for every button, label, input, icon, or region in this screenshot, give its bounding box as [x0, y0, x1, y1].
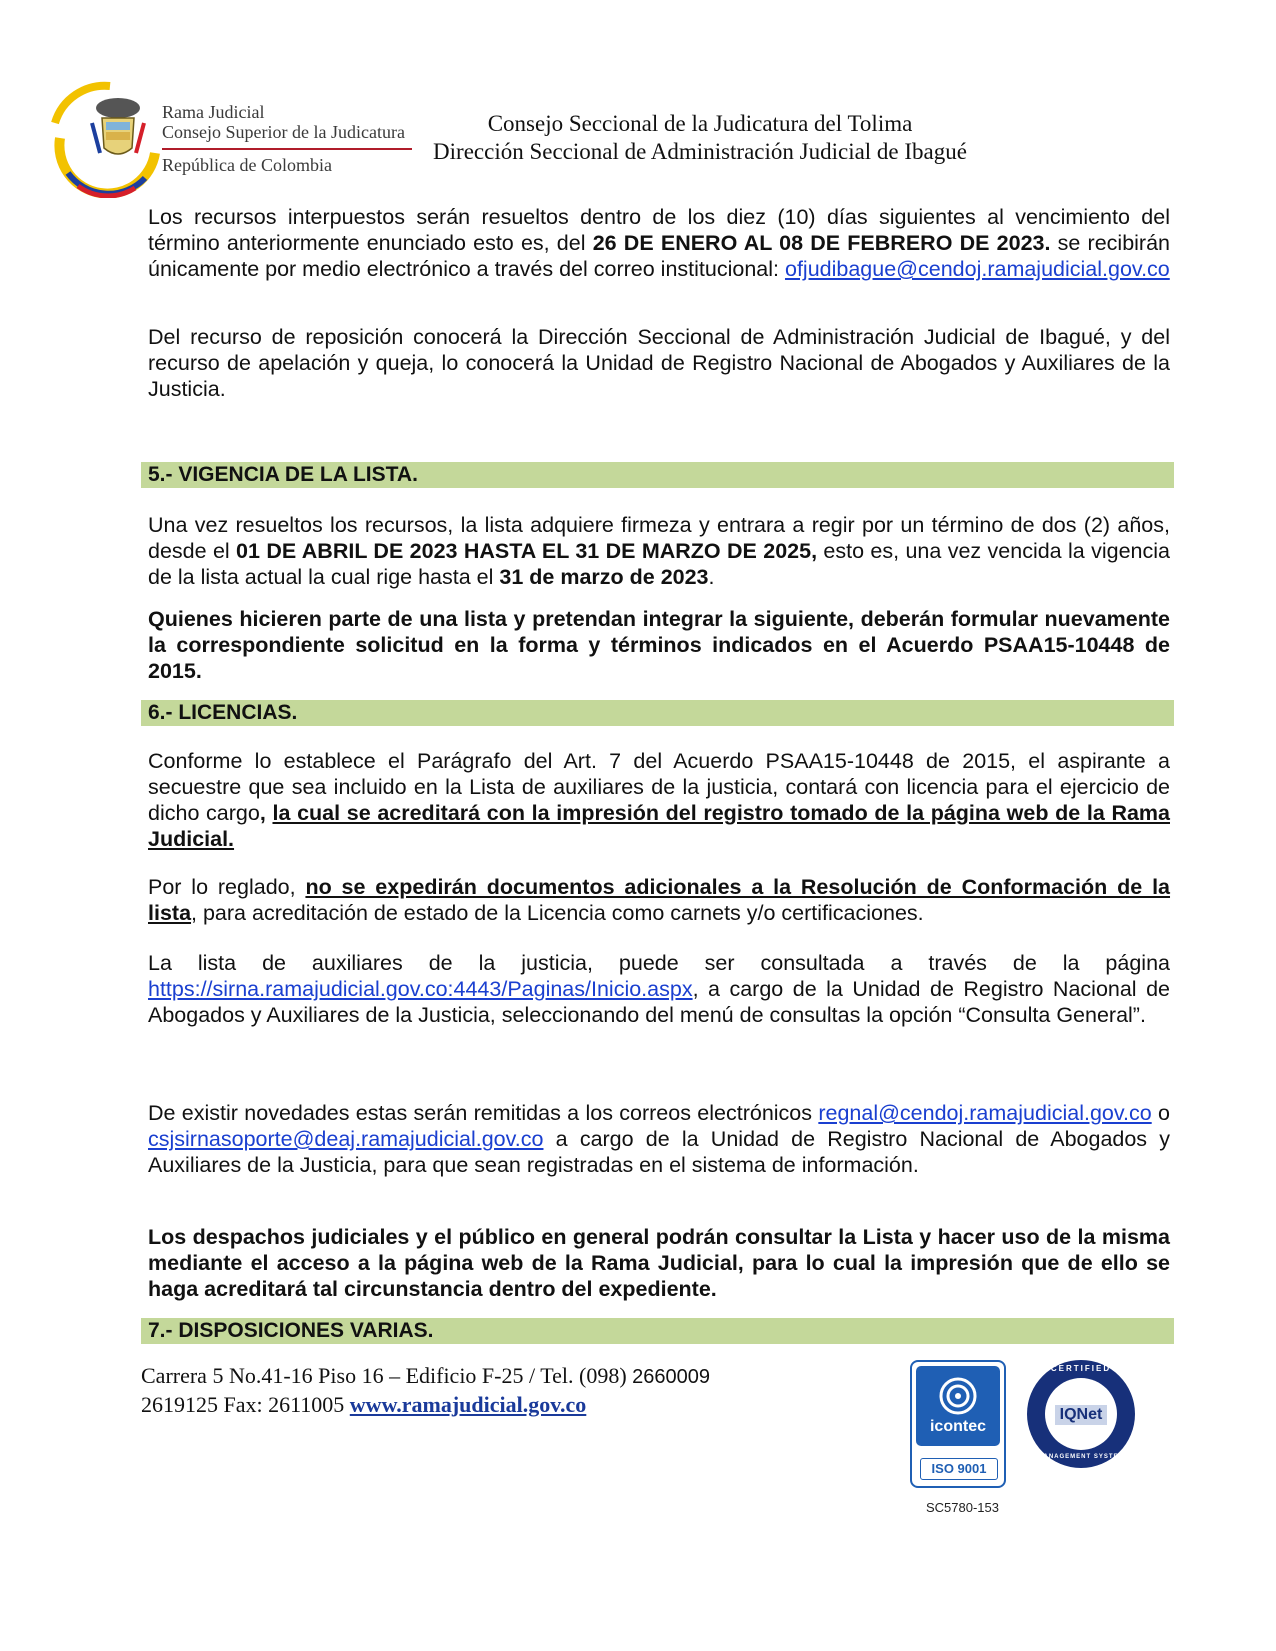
no-documents-underlined-text: no se expedirán documentos adicionales a la Resolución de Conformación de la lista — [148, 875, 1171, 925]
phone-number: 2660009 — [632, 1366, 711, 1388]
icontec-label: icontec — [929, 1418, 986, 1435]
text: , para acreditación de estado de la Licencia como carnets y/o certificaciones. — [191, 901, 924, 925]
text: , a cargo de la Unidad de Registro Nacional de Abogados y Auxiliares de la Justicia, seleccionando del menú de consultas la opción “Consulta General”. — [148, 977, 1170, 1027]
paragraph-novedades — [148, 1100, 1170, 1178]
text: Conforme lo establece el Parágrafo del Art. 7 del Acuerdo PSAA15-10448 de 2015, el aspirante a secuestre que sea incluido en la Lista de auxiliares de la justicia, contará con licencia para el ejercicio de dicho cargo — [148, 749, 1170, 825]
paragraph-nueva-solicitud — [148, 606, 1170, 684]
header-title — [420, 110, 980, 166]
text: Carrera 5 No.41-16 Piso 16 – Edificio F-25 / Tel. (098) — [141, 1363, 633, 1388]
paragraph-recursos — [148, 204, 1170, 282]
text: La lista de auxiliares de la justicia, puede ser consultada a través de la página — [148, 951, 1170, 975]
logo-line-2: Consejo Superior de la Judicatura — [162, 122, 405, 142]
icontec-badge — [910, 1360, 1006, 1488]
section-header-vigencia: 5.- VIGENCIA DE LA LISTA. — [141, 462, 1174, 488]
paragraph-reglado — [148, 874, 1170, 926]
iqnet-label: IQNet — [1059, 1406, 1103, 1423]
email-link-csjsirnasoporte[interactable]: csjsirnasoporte@deaj.ramajudicial.gov.co — [148, 1127, 544, 1151]
text: Del recurso de reposición conocerá la Dirección Seccional de Administración Judicial de Ibagué, y del recurso de apelación y queja, lo conocerá la Unidad de Registro Nacional de Abogados y Auxiliares de la Justicia. — [148, 325, 1170, 401]
section-header-disposiciones: 7.- DISPOSICIONES VARIAS. — [141, 1318, 1174, 1344]
footer-address — [141, 1362, 710, 1419]
header-title-line-1: Consejo Seccional de la Judicatura del Tolima — [487, 111, 913, 136]
text: . — [708, 565, 715, 589]
text: a cargo de la Unidad de Registro Nacional de Abogados y Auxiliares de la Justicia, para que sean registradas en el sistema de información. — [148, 1127, 1170, 1177]
section-header-licencias: 6.- LICENCIAS. — [141, 700, 1174, 726]
text: De existir novedades estas serán remitidas a los correos electrónicos — [148, 1101, 819, 1125]
paragraph-reposicion — [148, 324, 1170, 402]
validity-range-bold: 01 DE ABRIL DE 2023 HASTA EL 31 DE MARZO DE 2025, — [236, 539, 818, 563]
website-link[interactable]: www.ramajudicial.gov.co — [349, 1392, 587, 1417]
logo-line-1: Rama Judicial — [162, 102, 265, 122]
icontec-top — [916, 1366, 1000, 1446]
paragraph-despachos — [148, 1224, 1170, 1302]
text: Quienes hicieren parte de una lista y pretendan integrar la siguiente, deberán formular nuevamente la correspondiente solicitud en la forma y términos indicados en el Acuerdo PSAA15-10448 de 2015. — [148, 607, 1170, 683]
footer-line-2 — [141, 1391, 710, 1419]
sirna-url-link[interactable]: https://sirna.ramajudicial.gov.co:4443/Paginas/Inicio.aspx — [148, 977, 693, 1001]
text: , — [259, 801, 273, 825]
text: Los recursos interpuestos serán resueltos dentro de los diez (10) días siguientes al vencimiento del término anteriormente enunciado esto es, del — [148, 205, 1170, 255]
iqnet-top-label: CERTIFIED — [1050, 1364, 1112, 1373]
paragraph-licencias — [148, 748, 1170, 852]
footer-line-1 — [141, 1362, 710, 1391]
expiry-date-bold: 31 de marzo de 2023 — [499, 565, 709, 589]
logo-line-3: República de Colombia — [162, 155, 332, 175]
iqnet-badge — [1025, 1358, 1137, 1470]
paragraph-consulta — [148, 950, 1170, 1028]
date-range-bold: 26 DE ENERO AL 08 DE FEBRERO DE 2023. — [592, 231, 1051, 255]
email-link-ofjudibague[interactable]: ofjudibague@cendoj.ramajudicial.gov.co — [784, 257, 1170, 281]
email-link-regnal[interactable]: regnal@cendoj.ramajudicial.gov.co — [818, 1101, 1152, 1125]
paragraph-vigencia — [148, 512, 1170, 590]
header-title-line-2: Dirección Seccional de Administración Judicial de Ibagué — [433, 139, 967, 164]
text: Una vez resueltos los recursos, la lista adquiere firmeza y entrara a regir por un término de dos (2) años, desde el — [148, 513, 1170, 563]
text: 2619125 Fax: 2611005 — [141, 1392, 350, 1417]
text: o — [1151, 1101, 1170, 1125]
iso-label: ISO 9001 — [920, 1458, 998, 1480]
text: esto es, una vez vencida la vigencia de la lista actual la cual rige hasta el — [148, 539, 1170, 589]
iqnet-bottom-label: MANAGEMENT SYSTEM — [1037, 1454, 1125, 1460]
logo-text — [162, 102, 412, 175]
text: se recibirán únicamente por medio electrónico a través del correo institucional: — [148, 231, 1170, 281]
coat-of-arms-icon — [40, 78, 175, 198]
text: Los despachos judiciales y el público en general podrán consultar la Lista y hacer uso de la misma mediante el acceso a la página web de la Rama Judicial, para lo cual la impresión que de ello se haga acreditará tal circunstancia dentro del expediente. — [148, 1225, 1170, 1301]
certificate-code: SC5780-153 — [926, 1500, 999, 1515]
logo — [40, 78, 175, 198]
logo-divider — [162, 148, 412, 150]
text: Por lo reglado, — [148, 875, 306, 899]
licencia-underlined-text: la cual se acreditará con la impresión del registro tomado de la página web de la Rama Judicial. — [148, 801, 1170, 851]
